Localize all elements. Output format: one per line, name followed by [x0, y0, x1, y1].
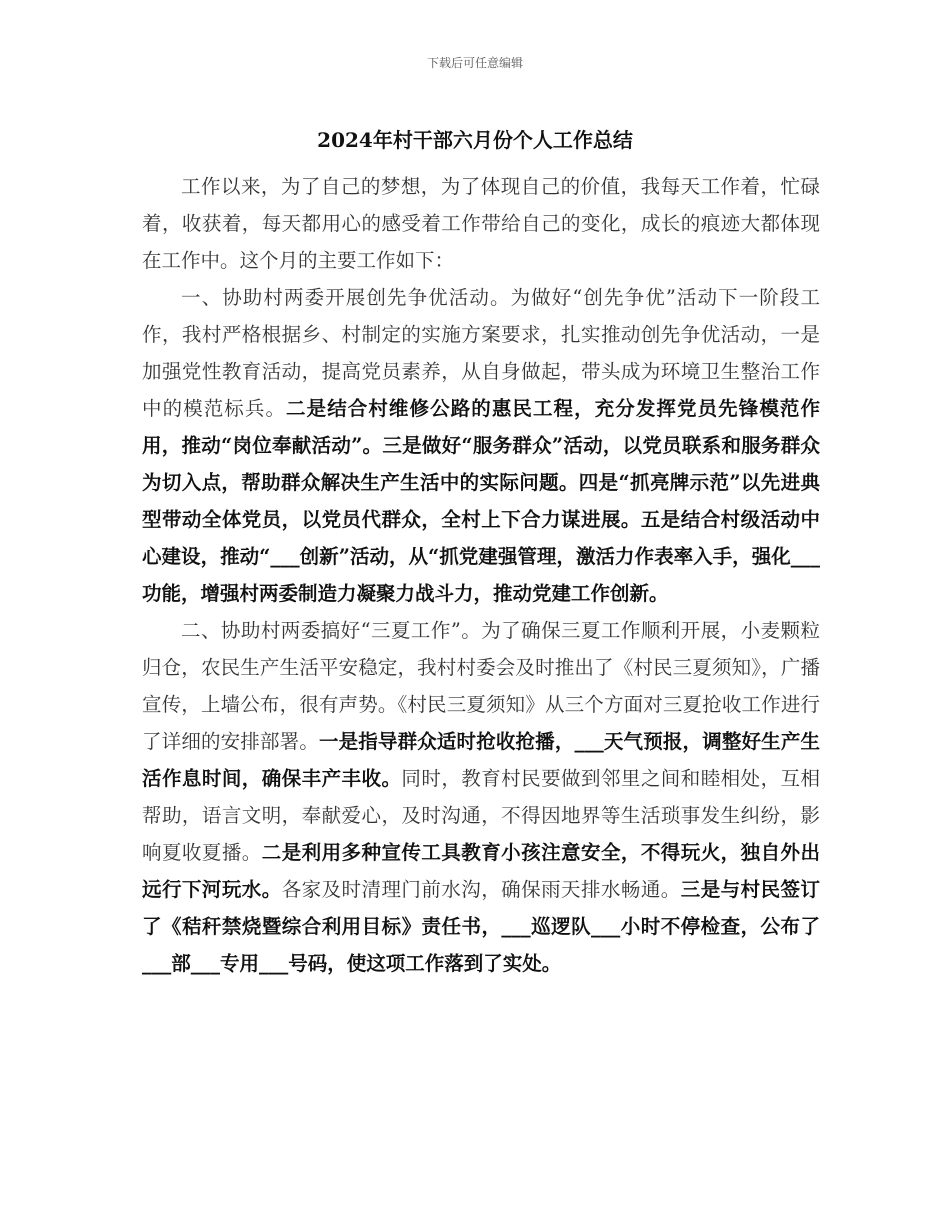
document-body	[142, 168, 820, 982]
bold-text-segment: 三是与村民签订了《秸秆禁烧暨综合利用目标》责任书，___巡逻队___小时不停检查，公布了___部___专用___号码，使这项工作落到了实处。	[142, 878, 820, 975]
bold-text-segment: 二是结合村维修公路的惠民工程，充分发挥党员先锋模范作用，推动“岗位奉献活动”。三是做好“服务群众”活动，以党员联系和服务群众为切入点，帮助群众解决生产生活中的实际问题。四是“抓亮牌示范”以先进典型带动全体党员，以党员代群众，全村上下合力谋进展。五是结合村级活动中心建设，推动“___创新”活动，从“抓党建强管理，激活力作表率入手，强化___功能，增强村两委制造力凝聚力战斗力，推动党建工作创新。	[142, 397, 820, 605]
text-segment: 各家及时清理门前水沟，确保雨天排水畅通。	[281, 878, 681, 901]
header-note: 下载后可任意编辑	[426, 56, 523, 70]
bold-text-segment: 一是指导群众适时抢收抢播，___天气预报，调整好生产生活作息时间，确保丰产丰收。	[142, 730, 820, 790]
paragraph-section-2	[142, 612, 820, 982]
paragraph-intro	[142, 168, 820, 279]
text-segment: 二、协助村两委搞好“三夏工作”。为了确保三夏工作顺利开展，小麦颗粒归仓，农民生产生活平安稳定，我村村委会及时推出了《村民三夏须知》，广播宣传，上墙公布，很有声势。《村民三夏须知》从三个方面对三夏抢收工作进行了详细的安排部署。	[142, 619, 820, 753]
page-title: 2024年村干部六月份个人工作总结	[317, 128, 633, 152]
bold-text-segment: 二是利用多种宣传工具教育小孩注意安全，不得玩火，独自外出远行下河玩水。	[142, 841, 820, 901]
text-segment: 工作以来，为了自己的梦想，为了体现自己的价值，我每天工作着，忙碌着，收获着，每天都用心的感受着工作带给自己的变化，成长的痕迹大都体现在工作中。这个月的主要工作如下：	[142, 175, 820, 272]
text-segment: 一、协助村两委开展创先争优活动。为做好“创先争优”活动下一阶段工作，我村严格根据乡、村制定的实施方案要求，扎实推动创先争优活动，一是加强党性教育活动，提高党员素养，从自身做起，带头成为环境卫生整治工作中的模范标兵。	[142, 286, 820, 420]
text-segment: 同时，教育村民要做到邻里之间和睦相处，互相帮助，语言文明，奉献爱心，及时沟通，不得因地界等生活琐事发生纠纷，影响夏收夏播。	[142, 767, 820, 864]
paragraph-section-1	[142, 279, 820, 612]
